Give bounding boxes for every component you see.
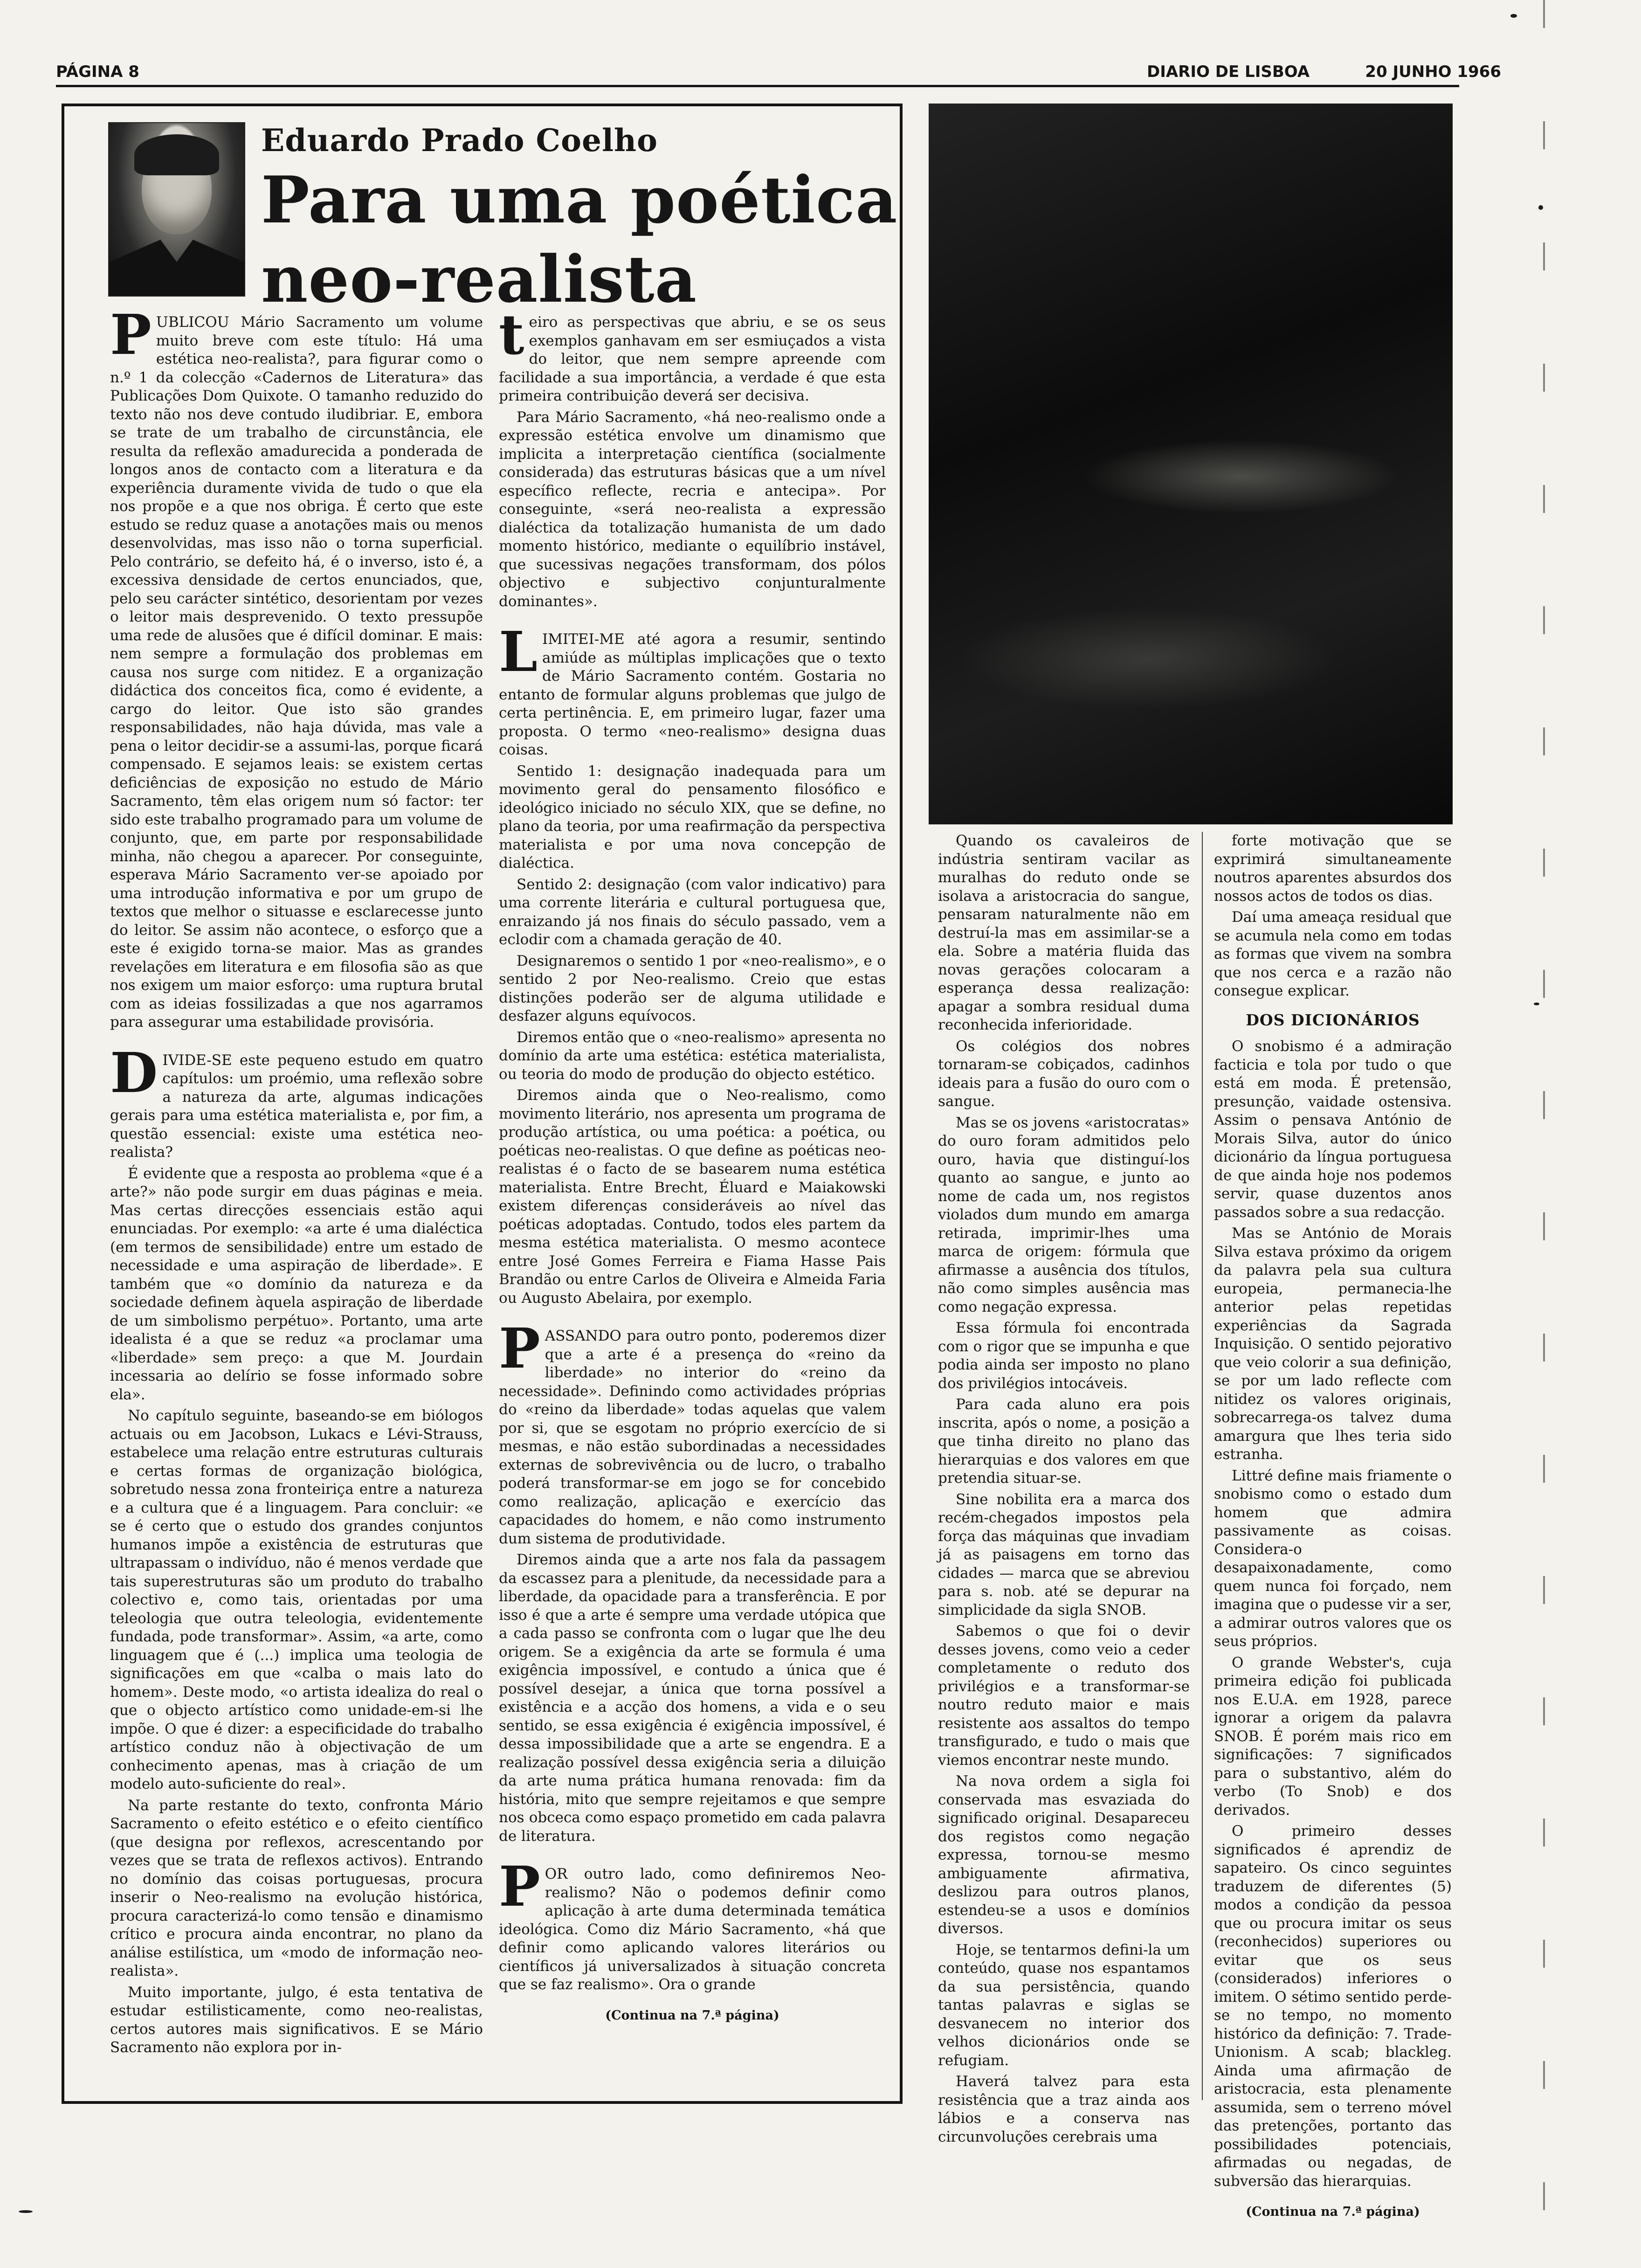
paragraph: PUBLICOU Mário Sacramento um volume muito breve com este título: Há uma estética neo-realista?, para figurar como o n.º 1 da colecção «Cadernos de Literatura» das Publicações Dom Quixote. O tamanho reduzido do texto não nos deve contudo iludibriar. E, embora se trate de um trabalho de circunstância, ele resulta da reflexão amadurecida a ponderada de longos anos de contacto com a literatura e da experiência duramente vivida de tudo o que ela nos propõe e a que nos obriga. É certo que este estudo se reduz quase a anotações mais ou menos desenvolvidas, mas isso não o torna superficial. Pelo contrário, se defeito há, é o inverso, isto é, a excessiva densidade de certos enunciados, que, pelo seu carácter sintético, desorientam por vezes o leitor mais desprevenido. O texto pressupõe uma rede de alusões que é difícil dominar. E mais: nem sempre a formulação dos problemas em causa nos surge com nitidez. E a organização didáctica dos conceitos fica, como é evidente, a cargo do leitor. Que isto são grandes responsabilidades, não haja dúvida, mas vale a pena o leitor decidir-se a assumi-las, porque ficará compensado. E sejamos leais: se existem certas deficiências de exposição no estudo de Mário Sacramento, têm elas origem num só factor: ter sido este trabalho programado para um volume de conjunto, que, em parte por responsabilidade minha, não chegou a aparecer. Por conseguinte, esperava Mário Sacramento ver-se apoiado por uma introdução informativa e por um grupo de textos que melhor o situasse e esclarecesse junto do leitor. Se assim não acontece, o esforço que a este é exigido torna-se maior. Mas as grandes revelações em literatura e em filosofia são as que nos exigem um maior esforço: uma ruptura brutal com as ideias fossilizadas a que nos agarramos para assegurar uma estabilidade provisória. bbox=[110, 302, 483, 1030]
paragraph: Sentido 2: designação (com valor indicativo) para uma corrente literária e cultural portuguesa que, enraizando já nos finais do século passado, vem a eclodir com a chamada geração de 40. bbox=[499, 876, 886, 948]
article-author: Eduardo Prado Coelho bbox=[261, 122, 658, 159]
paragraph: Na parte restante do texto, confronta Mário Sacramento o efeito estético e o efeito científico (que designa por reflexos, acrescentando por vezes que se trata de reflexos activos). Entrando no domínio das coisas portuguesas, procura inserir o Neo-realismo na evolução histórica, procura caracterizá-lo como tensão e dinamismo crítico e procura ainda encontrar, no plano da análise estilística, um «modo de informação neo-realista». bbox=[110, 1797, 483, 1979]
paragraph: Diremos ainda que a arte nos fala da passagem da escassez para a plenitude, da necessidade para a liberdade, da opacidade para a transferência. E por isso é que a arte é sempre uma verdade utópica que a cada passo se confronta com o lugar que lhe deu origem. Se a exigência da arte se formula é uma exigência impossível, e contudo a única que é possível desejar, a única que torna possível a existência e a acção dos homens, a vida e o seu sentido, se essa exigência é exigência impossível, é dessa impossibilidade que a arte se engendra. E a realização possível dessa exigência seria a diluição da arte numa prática humana renovada: fim da história, mito que sempre rejeitamos e que sempre nos obceca como espaço prometido em cada palavra de literatura. bbox=[499, 1551, 886, 1845]
author-portrait bbox=[108, 122, 245, 297]
paragraph: teiro as perspectivas que abriu, e se os seus exemplos ganhavam em ser esmiuçados a vista do leitor, que nem sempre apreende com facilidade a sua importância, a verdade é que esta primeira contribuição deverá ser decisiva. bbox=[499, 302, 886, 404]
column-divider bbox=[1202, 832, 1203, 2100]
paragraph: Quando os cavaleiros de indústria sentiram vacilar as muralhas do reduto onde se isolava a aristocracia do sangue, pensaram naturalmente não em destruí-la mas em assimilar-se a ela. Sobre a matéria fluida das novas gerações colocaram a esperança dessa realização: apagar a sombra residual duma reconhecida inferioridade. bbox=[938, 832, 1190, 1033]
paragraph: Os colégios dos nobres tornaram-se cobiçados, cadinhos ideais para a fusão do ouro com o sangue. bbox=[938, 1037, 1190, 1110]
scan-speck bbox=[1534, 1003, 1539, 1005]
article-title-line-2: neo-realista bbox=[261, 241, 697, 317]
paragraph: Sine nobilita era a marca dos recém-chegados impostos pela força das máquinas que invadiam já as paisagens em torno das cidades — marca que se abreviou para s. nob. até se depurar na simplicidade da sigla SNOB. bbox=[938, 1491, 1190, 1618]
dark-photograph bbox=[929, 104, 1453, 824]
paragraph: Littré define mais friamente o snobismo como o estado dum homem que admira passivamente as coisas. Considera-o desapaixonadamente, como quem nunca foi forçado, nem imagina que o pudesse vir a ser, a admirar outros valores que os seus próprios. bbox=[1214, 1467, 1452, 1650]
paragraph: Diremos ainda que o Neo-realismo, como movimento literário, nos apresenta um programa de produção artística, ou uma poética: a poética, ou poéticas neo-realistas. O que define as poéticas neo-realistas é o facto de se basearem numa estética materialista. Entre Brecht, Éluard e Maiakowski existem diferenças consideráveis ao nível das poéticas adoptadas. Contudo, todos eles partem da mesma estética materialista. O mesmo acontece entre José Gomes Ferreira e Fiama Hasse Pais Brandão ou entre Carlos de Oliveira e Almeida Faria ou Augusto Abelaira, por exemplo. bbox=[499, 1087, 886, 1307]
article-column-2 bbox=[499, 302, 886, 2027]
section-heading: DOS DICIONÁRIOS bbox=[1246, 1010, 1420, 1029]
paragraph: É evidente que a resposta ao problema «que é a arte?» não pode surgir em duas páginas e meia. Mas certas direcções essenciais estão aqui enunciadas. Por exemplo: «a arte é uma dialéctica (em termos de sensibilidade) entre um estado de necessidade e uma aspiração de liberdade». E também que «o domínio da natureza e da sociedade definem àquela aspiração de liberdade de um simbolismo perpétuo». Portanto, uma arte idealista é a que se reduz «a proclamar uma «liberdade» sem preço: a que M. Jourdain incessaria ao delírio se fosse informado sobre ela». bbox=[110, 1165, 483, 1403]
scan-speck bbox=[1538, 205, 1543, 210]
continuation-note: (Continua na 7.ª página) bbox=[1246, 2205, 1420, 2219]
scan-edge-artifact bbox=[1543, 0, 1545, 2268]
paragraph: Designaremos o sentido 1 por «neo-realismo», e o sentido 2 por Neo-realismo. Creio que estas distinções poderão ser de alguma utilidade e desfazer alguns equívocos. bbox=[499, 952, 886, 1024]
paragraph: O snobismo é a admiração facticia e tola por tudo o que está em moda. É pretensão, presunção, vaidade ostensiva. Assim o pensava António de Morais Silva, autor do único dicionário da língua portuguesa de que ainda hoje nos podemos servir, quase duzentos anos passados sobre a sua redacção. bbox=[1214, 1038, 1452, 1221]
issue-date: 20 JUNHO 1966 bbox=[1365, 62, 1501, 81]
scan-speck bbox=[1510, 14, 1517, 18]
paragraph: Diremos então que o «neo-realismo» apresenta no domínio da arte uma estética: estética materialista, ou teoria do modo de produção do objecto estético. bbox=[499, 1029, 886, 1083]
continuation-note: (Continua na 7.ª página) bbox=[605, 2008, 779, 2023]
paragraph: Daí uma ameaça residual que se acumula nela como em todas as formas que vivem na sombra que nos cerca e a razão não consegue explicar. bbox=[1214, 909, 1452, 999]
paragraph: forte motivação que se exprimirá simultaneamente noutros aparentes absurdos dos nossos actos de todos os dias. bbox=[1214, 832, 1452, 905]
paragraph: Sentido 1: designação inadequada para um movimento geral do pensamento filosófico e ideológico iniciado no século XIX, que se define, no plano da teoria, por uma reafirmação da perspectiva materialista e por uma nova concepção de dialéctica. bbox=[499, 762, 886, 871]
paragraph: POR outro lado, como definiremos Neo-realismo? Não o podemos definir como aplicação à arte duma determinada temática ideológica. Como diz Mário Sacramento, «há que definir como aplicando valores literários ou científicos já universalizados à situação concreta que se faz realismo». Ora o grande bbox=[499, 1854, 886, 1993]
paragraph: PASSANDO para outro ponto, poderemos dizer que a arte é a presença do «reino da liberdade» no interior do «reino da necessidade». Definindo como actividades próprias do «reino da liberdade» todas aquelas que valem por si, que se esgotam no próprio exercício de si mesmas, e não estão subordinadas a necessidades externas de sobrevivência ou de lucro, o trabalho poderá transformar-se em jogo se for concebido como realização, aplicação e exercício das capacidades do homem, e não como instrumento dum sistema de produtividade. bbox=[499, 1316, 886, 1547]
paragraph: O grande Webster's, cuja primeira edição foi publicada nos E.U.A. em 1928, parece ignorar a origem da palavra SNOB. É porém mais rico em significações: 7 significados para o substantivo, além do verbo (To Snob) e dos derivados. bbox=[1214, 1654, 1452, 1819]
paragraph: DIVIDE-SE este pequeno estudo em quatro capítulos: um proémio, uma reflexão sobre a natureza da arte, algumas indicações gerais para uma estética materialista e, por fim, a questão essencial: existe uma estética neo-realista? bbox=[110, 1040, 483, 1161]
newspaper-name: DIARIO DE LISBOA bbox=[1147, 62, 1310, 81]
scan-speck bbox=[19, 2210, 33, 2213]
paragraph: Muito importante, julgo, é esta tentativa de estudar estilisticamente, como neo-realistas, certos autores mais significativos. E se Mário Sacramento não explora por in- bbox=[110, 1984, 483, 2056]
masthead bbox=[56, 56, 1501, 89]
paragraph: Sabemos o que foi o devir desses jovens, como veio a ceder completamente o reduto dos privilégios e a transformar-se noutro reduto maior e mais resistente aos assaltos do tempo transfigurado, e tudo o mais que viemos encontrar neste mundo. bbox=[938, 1623, 1190, 1769]
paragraph: Mas se os jovens «aristocratas» do ouro foram admitidos pelo ouro, havia que distinguí-los quanto ao sangue, e junto ao nome de cada um, nos registos violados dum mundo em amarga retirada, imprimir-lhes uma marca de origem: fórmula que afirmasse a ausência dos títulos, não como simples ausência mas como negação expressa. bbox=[938, 1114, 1190, 1315]
header-rule bbox=[56, 85, 1459, 87]
paragraph: Haverá talvez para esta resistência que a traz ainda aos lábios e a conserva nas circunvoluções cerebrais uma bbox=[938, 2073, 1190, 2145]
paragraph: Para cada aluno era pois inscrita, após o nome, a posição a que tinha direito no plano das hierarquias e dos valores em que pretendia situar-se. bbox=[938, 1396, 1190, 1487]
side-column-2 bbox=[1214, 832, 1452, 2224]
paragraph: No capítulo seguinte, baseando-se em biólogos actuais ou em Jacobson, Lukacs e Lévi-Strauss, estabelece uma relação entre estruturas culturais e certas formas de organização biológica, sobretudo nessa zona fronteiriça entre a natureza e a cultura que é a linguagem. Para concluir: «e se é certo que o estudo dos grandes conjuntos humanos impõe a existência de estruturas que ultrapassam o indivíduo, não é menos verdade que tais superestruturas são um produto do trabalho colectivo e, como tais, orientadas por uma teleologia que outra teleologia, evidentemente fundada, pode transformar». Assim, «a arte, como linguagem que é (...) implica uma teologia de significações em que «calba o mais lato do homem». Deste modo, «o artista idealiza do real o que o objecto artístico como unidade-em-si lhe impõe. O que é dizer: a especificidade do trabalho artístico conduz não à objectivação de um conhecimento apenas, mas à criação de um modelo auto-suficiente do real». bbox=[110, 1407, 483, 1792]
paragraph: Para Mário Sacramento, «há neo-realismo onde a expressão estética envolve um dinamismo que implicita a interpretação científica (socialmente considerada) das estruturas básicas que a um nível específico reflecte, recria e antecipa». Por conseguinte, «será neo-realista a expressão dialéctica da totalização humanista de um dado momento histórico, mediante o equilíbrio instável, que sucessivas negações transformam, dos pólos objectivo e subjectivo conjunturalmente dominantes». bbox=[499, 408, 886, 610]
paragraph: O primeiro desses significados é aprendiz de sapateiro. Os cinco seguintes traduzem de diferentes (5) modos a condição da pessoa que ou procura imitar os seus (reconhecidos) superiores ou evitar que os seus (considerados) inferiores o imitem. O sétimo sentido perde-se no tempo, no momento histórico da definição: 7. Trade-Unionism. A scab; blackleg. Ainda uma afirmação de aristocracia, esta plenamente assumida, sem o terreno móvel das pretenções, portanto das possibilidades potenciais, afirmadas ou negadas, de subversão das hierarquias. bbox=[1214, 1823, 1452, 2190]
page-number: PÁGINA 8 bbox=[56, 62, 139, 81]
paragraph: Essa fórmula foi encontrada com o rigor que se impunha e que podia ainda ser imposto no plano dos privilégios intocáveis. bbox=[938, 1320, 1190, 1392]
article-title-line-1: Para uma poética bbox=[261, 162, 898, 238]
paragraph: Na nova ordem a sigla foi conservada mas esvaziada do significado original. Desapareceu dos registos como negação expressa, tornou-se mesmo ambiguamente afirmativa, deslizou para outros planos, estendeu-se a usos e domínios diversos. bbox=[938, 1773, 1190, 1937]
paragraph: Mas se António de Morais Silva estava próximo da origem da palavra pela sua cultura europeia, permanecia-lhe anterior pelas repetidas experiências da Sagrada Inquisição. O sentido pejorativo que veio colorir a sua definição, se por um lado reflecte com nitidez os valores originais, sobrecarrega-os talvez duma amargura que lhes teria sido estranha. bbox=[1214, 1225, 1452, 1463]
paragraph: Hoje, se tentarmos defini-la um conteúdo, quase nos espantamos da sua persistência, quando tantas palavras e siglas se desvanecem no interior dos velhos dicionários onde se refugiam. bbox=[938, 1941, 1190, 2069]
side-column-1 bbox=[938, 832, 1190, 2149]
paragraph: LIMITEI-ME até agora a resumir, sentindo amiúde as múltiplas implicações que o texto de Mário Sacramento contém. Gostaria no entanto de formular alguns problemas que julgo de certa pertinência. E, em primeiro lugar, fazer uma proposta. O termo «neo-realismo» designa duas coisas. bbox=[499, 619, 886, 758]
article-column-1 bbox=[110, 302, 483, 2060]
